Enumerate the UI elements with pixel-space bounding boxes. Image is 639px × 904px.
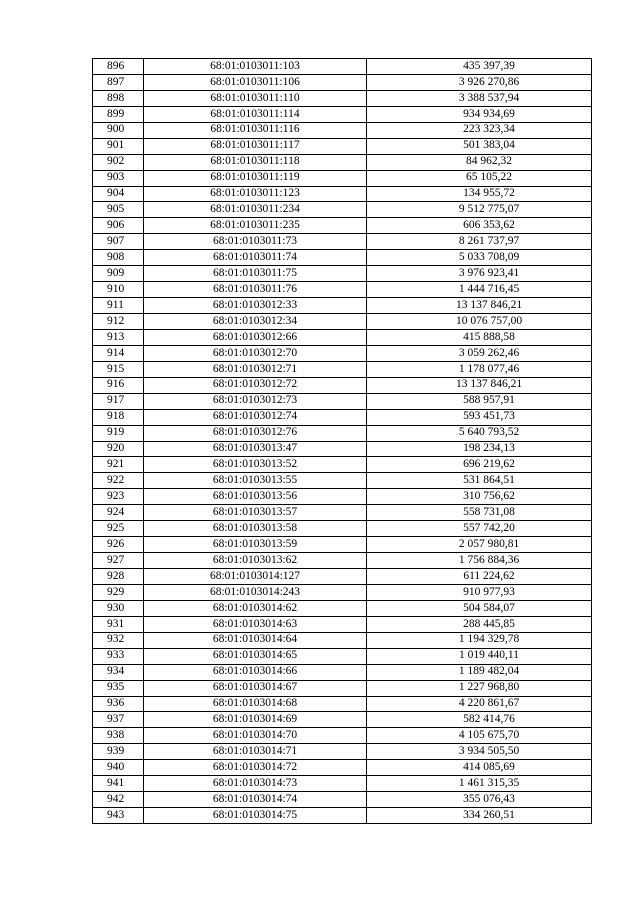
table-row: [93, 234, 592, 250]
cadastral-value-cell: 4 105 675,70: [367, 728, 592, 744]
row-number-cell: 896: [93, 59, 144, 75]
cadastral-value-cell: 1 019 440,11: [367, 648, 592, 664]
cadastral-value-cell: 1 756 884,36: [367, 553, 592, 569]
cadastral-value-cell: 10 076 757,00: [367, 314, 592, 330]
table-row: [93, 616, 592, 632]
cadastral-number-cell: 68:01:0103011:75: [144, 266, 367, 282]
cadastral-value-cell: 3 388 537,94: [367, 90, 592, 106]
cadastral-value-cell: 557 742,20: [367, 521, 592, 537]
row-number-cell: 938: [93, 728, 144, 744]
cadastral-value-cell: 593 451,73: [367, 409, 592, 425]
cadastral-number-cell: 68:01:0103011:73: [144, 234, 367, 250]
row-number-cell: 907: [93, 234, 144, 250]
cadastral-value-cell: 415 888,58: [367, 329, 592, 345]
cadastral-number-cell: 68:01:0103011:110: [144, 90, 367, 106]
row-number-cell: 918: [93, 409, 144, 425]
table-row: [93, 712, 592, 728]
table-row: [93, 393, 592, 409]
table-row: [93, 680, 592, 696]
table-row: [93, 792, 592, 808]
cadastral-value-cell: 582 414,76: [367, 712, 592, 728]
cadastral-number-cell: 68:01:0103014:68: [144, 696, 367, 712]
cadastral-value-cell: 5 033 708,09: [367, 250, 592, 266]
cadastral-number-cell: 68:01:0103014:65: [144, 648, 367, 664]
cadastral-number-cell: 68:01:0103012:71: [144, 361, 367, 377]
cadastral-number-cell: 68:01:0103011:74: [144, 250, 367, 266]
cadastral-number-cell: 68:01:0103011:114: [144, 106, 367, 122]
cadastral-number-cell: 68:01:0103012:33: [144, 298, 367, 314]
table-row: [93, 569, 592, 585]
cadastral-number-cell: 68:01:0103011:76: [144, 282, 367, 298]
row-number-cell: 941: [93, 776, 144, 792]
row-number-cell: 917: [93, 393, 144, 409]
table-row: [93, 457, 592, 473]
cadastral-number-cell: 68:01:0103011:117: [144, 138, 367, 154]
row-number-cell: 905: [93, 202, 144, 218]
cadastral-number-cell: 68:01:0103014:62: [144, 600, 367, 616]
cadastral-value-cell: 504 584,07: [367, 600, 592, 616]
row-number-cell: 931: [93, 616, 144, 632]
table-row: [93, 298, 592, 314]
cadastral-number-cell: 68:01:0103011:234: [144, 202, 367, 218]
row-number-cell: 927: [93, 553, 144, 569]
row-number-cell: 900: [93, 122, 144, 138]
cadastral-value-cell: 13 137 846,21: [367, 377, 592, 393]
cadastral-value-cell: 1 178 077,46: [367, 361, 592, 377]
cadastral-number-cell: 68:01:0103013:52: [144, 457, 367, 473]
row-number-cell: 932: [93, 632, 144, 648]
cadastral-value-cell: 1 227 968,80: [367, 680, 592, 696]
cadastral-number-cell: 68:01:0103012:76: [144, 425, 367, 441]
table-row: [93, 154, 592, 170]
row-number-cell: 914: [93, 345, 144, 361]
cadastral-number-cell: 68:01:0103013:59: [144, 537, 367, 553]
row-number-cell: 939: [93, 744, 144, 760]
table-row: [93, 361, 592, 377]
cadastral-value-cell: 334 260,51: [367, 808, 592, 824]
table-row: [93, 584, 592, 600]
row-number-cell: 919: [93, 425, 144, 441]
cadastral-value-cell: 310 756,62: [367, 489, 592, 505]
table-row: [93, 553, 592, 569]
table-body: [93, 59, 592, 824]
cadastral-number-cell: 68:01:0103014:72: [144, 760, 367, 776]
row-number-cell: 913: [93, 329, 144, 345]
cadastral-number-cell: 68:01:0103012:73: [144, 393, 367, 409]
table-row: [93, 521, 592, 537]
cadastral-value-cell: 288 445,85: [367, 616, 592, 632]
row-number-cell: 934: [93, 664, 144, 680]
table-row: [93, 345, 592, 361]
cadastral-value-cell: 1 189 482,04: [367, 664, 592, 680]
cadastral-value-table: [92, 58, 592, 824]
cadastral-number-cell: 68:01:0103014:69: [144, 712, 367, 728]
cadastral-number-cell: 68:01:0103013:58: [144, 521, 367, 537]
cadastral-value-cell: 223 323,34: [367, 122, 592, 138]
table-row: [93, 170, 592, 186]
table-row: [93, 489, 592, 505]
cadastral-value-cell: 1 194 329,78: [367, 632, 592, 648]
row-number-cell: 906: [93, 218, 144, 234]
table-row: [93, 808, 592, 824]
cadastral-value-cell: 696 219,62: [367, 457, 592, 473]
table-row: [93, 664, 592, 680]
cadastral-number-cell: 68:01:0103014:74: [144, 792, 367, 808]
table-row: [93, 266, 592, 282]
table-row: [93, 122, 592, 138]
row-number-cell: 929: [93, 584, 144, 600]
table-row: [93, 425, 592, 441]
cadastral-value-cell: 84 962,32: [367, 154, 592, 170]
cadastral-value-cell: 9 512 775,07: [367, 202, 592, 218]
table-row: [93, 600, 592, 616]
table-row: [93, 377, 592, 393]
table-row: [93, 473, 592, 489]
cadastral-number-cell: 68:01:0103012:66: [144, 329, 367, 345]
row-number-cell: 937: [93, 712, 144, 728]
cadastral-number-cell: 68:01:0103014:75: [144, 808, 367, 824]
row-number-cell: 912: [93, 314, 144, 330]
cadastral-number-cell: 68:01:0103013:55: [144, 473, 367, 489]
cadastral-number-cell: 68:01:0103014:70: [144, 728, 367, 744]
row-number-cell: 926: [93, 537, 144, 553]
table-row: [93, 744, 592, 760]
table-row: [93, 90, 592, 106]
cadastral-value-cell: 134 955,72: [367, 186, 592, 202]
cadastral-value-cell: 355 076,43: [367, 792, 592, 808]
cadastral-value-cell: 501 383,04: [367, 138, 592, 154]
cadastral-number-cell: 68:01:0103012:74: [144, 409, 367, 425]
row-number-cell: 901: [93, 138, 144, 154]
cadastral-number-cell: 68:01:0103014:66: [144, 664, 367, 680]
cadastral-value-cell: 1 461 315,35: [367, 776, 592, 792]
row-number-cell: 930: [93, 600, 144, 616]
row-number-cell: 910: [93, 282, 144, 298]
row-number-cell: 903: [93, 170, 144, 186]
cadastral-value-cell: 5 640 793,52: [367, 425, 592, 441]
table-row: [93, 202, 592, 218]
cadastral-value-cell: 1 444 716,45: [367, 282, 592, 298]
table-row: [93, 441, 592, 457]
cadastral-number-cell: 68:01:0103014:127: [144, 569, 367, 585]
cadastral-number-cell: 68:01:0103011:103: [144, 59, 367, 75]
cadastral-value-cell: 4 220 861,67: [367, 696, 592, 712]
cadastral-value-cell: 558 731,08: [367, 505, 592, 521]
table-row: [93, 138, 592, 154]
row-number-cell: 898: [93, 90, 144, 106]
cadastral-number-cell: 68:01:0103011:116: [144, 122, 367, 138]
row-number-cell: 897: [93, 74, 144, 90]
row-number-cell: 909: [93, 266, 144, 282]
row-number-cell: 942: [93, 792, 144, 808]
table-row: [93, 329, 592, 345]
cadastral-number-cell: 68:01:0103012:34: [144, 314, 367, 330]
table-row: [93, 282, 592, 298]
row-number-cell: 899: [93, 106, 144, 122]
cadastral-number-cell: 68:01:0103011:106: [144, 74, 367, 90]
cadastral-number-cell: 68:01:0103014:64: [144, 632, 367, 648]
row-number-cell: 916: [93, 377, 144, 393]
table-row: [93, 250, 592, 266]
row-number-cell: 904: [93, 186, 144, 202]
cadastral-value-cell: 606 353,62: [367, 218, 592, 234]
row-number-cell: 922: [93, 473, 144, 489]
cadastral-number-cell: 68:01:0103013:47: [144, 441, 367, 457]
cadastral-value-cell: 588 957,91: [367, 393, 592, 409]
row-number-cell: 902: [93, 154, 144, 170]
table-row: [93, 314, 592, 330]
row-number-cell: 908: [93, 250, 144, 266]
cadastral-number-cell: 68:01:0103012:72: [144, 377, 367, 393]
table-row: [93, 776, 592, 792]
cadastral-value-cell: 910 977,93: [367, 584, 592, 600]
table-row: [93, 74, 592, 90]
row-number-cell: 936: [93, 696, 144, 712]
table-row: [93, 648, 592, 664]
row-number-cell: 911: [93, 298, 144, 314]
table-row: [93, 106, 592, 122]
cadastral-value-cell: 531 864,51: [367, 473, 592, 489]
table-row: [93, 632, 592, 648]
table-row: [93, 409, 592, 425]
table-row: [93, 505, 592, 521]
cadastral-number-cell: 68:01:0103011:118: [144, 154, 367, 170]
cadastral-number-cell: 68:01:0103014:243: [144, 584, 367, 600]
row-number-cell: 915: [93, 361, 144, 377]
cadastral-value-cell: 65 105,22: [367, 170, 592, 186]
table-row: [93, 59, 592, 75]
cadastral-number-cell: 68:01:0103014:71: [144, 744, 367, 760]
row-number-cell: 924: [93, 505, 144, 521]
row-number-cell: 928: [93, 569, 144, 585]
table-row: [93, 760, 592, 776]
cadastral-number-cell: 68:01:0103011:235: [144, 218, 367, 234]
cadastral-value-cell: 435 397,39: [367, 59, 592, 75]
cadastral-number-cell: 68:01:0103014:73: [144, 776, 367, 792]
cadastral-value-cell: 3 976 923,41: [367, 266, 592, 282]
row-number-cell: 923: [93, 489, 144, 505]
table-row: [93, 186, 592, 202]
row-number-cell: 943: [93, 808, 144, 824]
cadastral-number-cell: 68:01:0103013:62: [144, 553, 367, 569]
row-number-cell: 920: [93, 441, 144, 457]
row-number-cell: 940: [93, 760, 144, 776]
row-number-cell: 925: [93, 521, 144, 537]
cadastral-value-cell: 2 057 980,81: [367, 537, 592, 553]
cadastral-value-cell: 3 059 262,46: [367, 345, 592, 361]
table-row: [93, 696, 592, 712]
row-number-cell: 921: [93, 457, 144, 473]
table-row: [93, 218, 592, 234]
table-row: [93, 728, 592, 744]
row-number-cell: 933: [93, 648, 144, 664]
cadastral-number-cell: 68:01:0103011:119: [144, 170, 367, 186]
cadastral-number-cell: 68:01:0103014:67: [144, 680, 367, 696]
cadastral-number-cell: 68:01:0103014:63: [144, 616, 367, 632]
table-row: [93, 537, 592, 553]
cadastral-number-cell: 68:01:0103012:70: [144, 345, 367, 361]
cadastral-value-cell: 8 261 737,97: [367, 234, 592, 250]
cadastral-value-cell: 3 934 505,50: [367, 744, 592, 760]
cadastral-value-cell: 414 085,69: [367, 760, 592, 776]
cadastral-number-cell: 68:01:0103013:56: [144, 489, 367, 505]
row-number-cell: 935: [93, 680, 144, 696]
cadastral-value-cell: 934 934,69: [367, 106, 592, 122]
cadastral-number-cell: 68:01:0103013:57: [144, 505, 367, 521]
cadastral-value-cell: 198 234,13: [367, 441, 592, 457]
cadastral-value-cell: 3 926 270,86: [367, 74, 592, 90]
cadastral-value-cell: 13 137 846,21: [367, 298, 592, 314]
cadastral-number-cell: 68:01:0103011:123: [144, 186, 367, 202]
cadastral-value-cell: 611 224,62: [367, 569, 592, 585]
